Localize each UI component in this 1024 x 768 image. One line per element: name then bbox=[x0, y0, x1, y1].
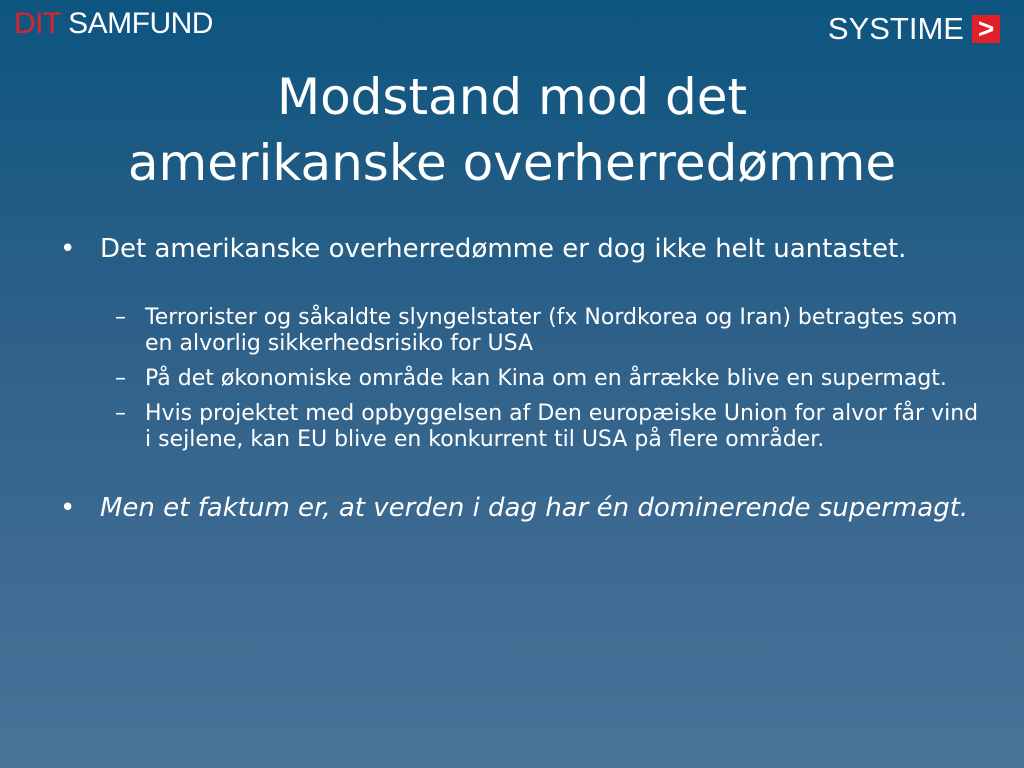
dit-samfund-logo bbox=[14, 6, 213, 42]
sub-bullet-item bbox=[60, 305, 980, 357]
bullet-text: Det amerikanske overherredømme er dog ikke helt uantastet. bbox=[100, 234, 907, 264]
sub-bullet-marker: – bbox=[115, 305, 126, 330]
logo-systime-text: SYSTIME bbox=[827, 11, 964, 46]
sub-bullet-item bbox=[60, 401, 980, 453]
bullet-marker: • bbox=[60, 493, 76, 523]
sub-bullet-marker: – bbox=[115, 401, 126, 426]
slide-title bbox=[40, 64, 984, 196]
bullet-item bbox=[60, 234, 980, 265]
bullet-item bbox=[60, 493, 980, 524]
systime-logo bbox=[828, 10, 1000, 48]
logo-samfund-text: SAMFUND bbox=[68, 7, 213, 40]
bullet-text: Men et faktum er, at verden i dag har én dominerende supermagt. bbox=[100, 493, 969, 523]
sub-bullet-marker: – bbox=[115, 366, 126, 391]
logo-dit-text: DIT bbox=[14, 7, 61, 40]
slide-title-line-1: Modstand mod det bbox=[276, 68, 748, 126]
systime-arrow-icon: > bbox=[972, 15, 1000, 43]
slide-content bbox=[60, 234, 980, 524]
sub-bullet-text: Hvis projektet med opbyggelsen af Den europæiske Union for alvor får vind i sejlene, kan EU blive en konkurrent til USA på flere områder. bbox=[145, 401, 979, 452]
sub-bullet-text: På det økonomiske område kan Kina om en årrække blive en supermagt. bbox=[145, 366, 947, 391]
sub-bullet-text: Terrorister og såkaldte slyngelstater (fx Nordkorea og Iran) betragtes som en alvorlig sikkerhedsrisiko for USA bbox=[145, 305, 958, 356]
bullet-marker: • bbox=[60, 234, 76, 264]
sub-bullet-item bbox=[60, 366, 980, 392]
slide-title-line-2: amerikanske overherredømme bbox=[127, 134, 897, 192]
